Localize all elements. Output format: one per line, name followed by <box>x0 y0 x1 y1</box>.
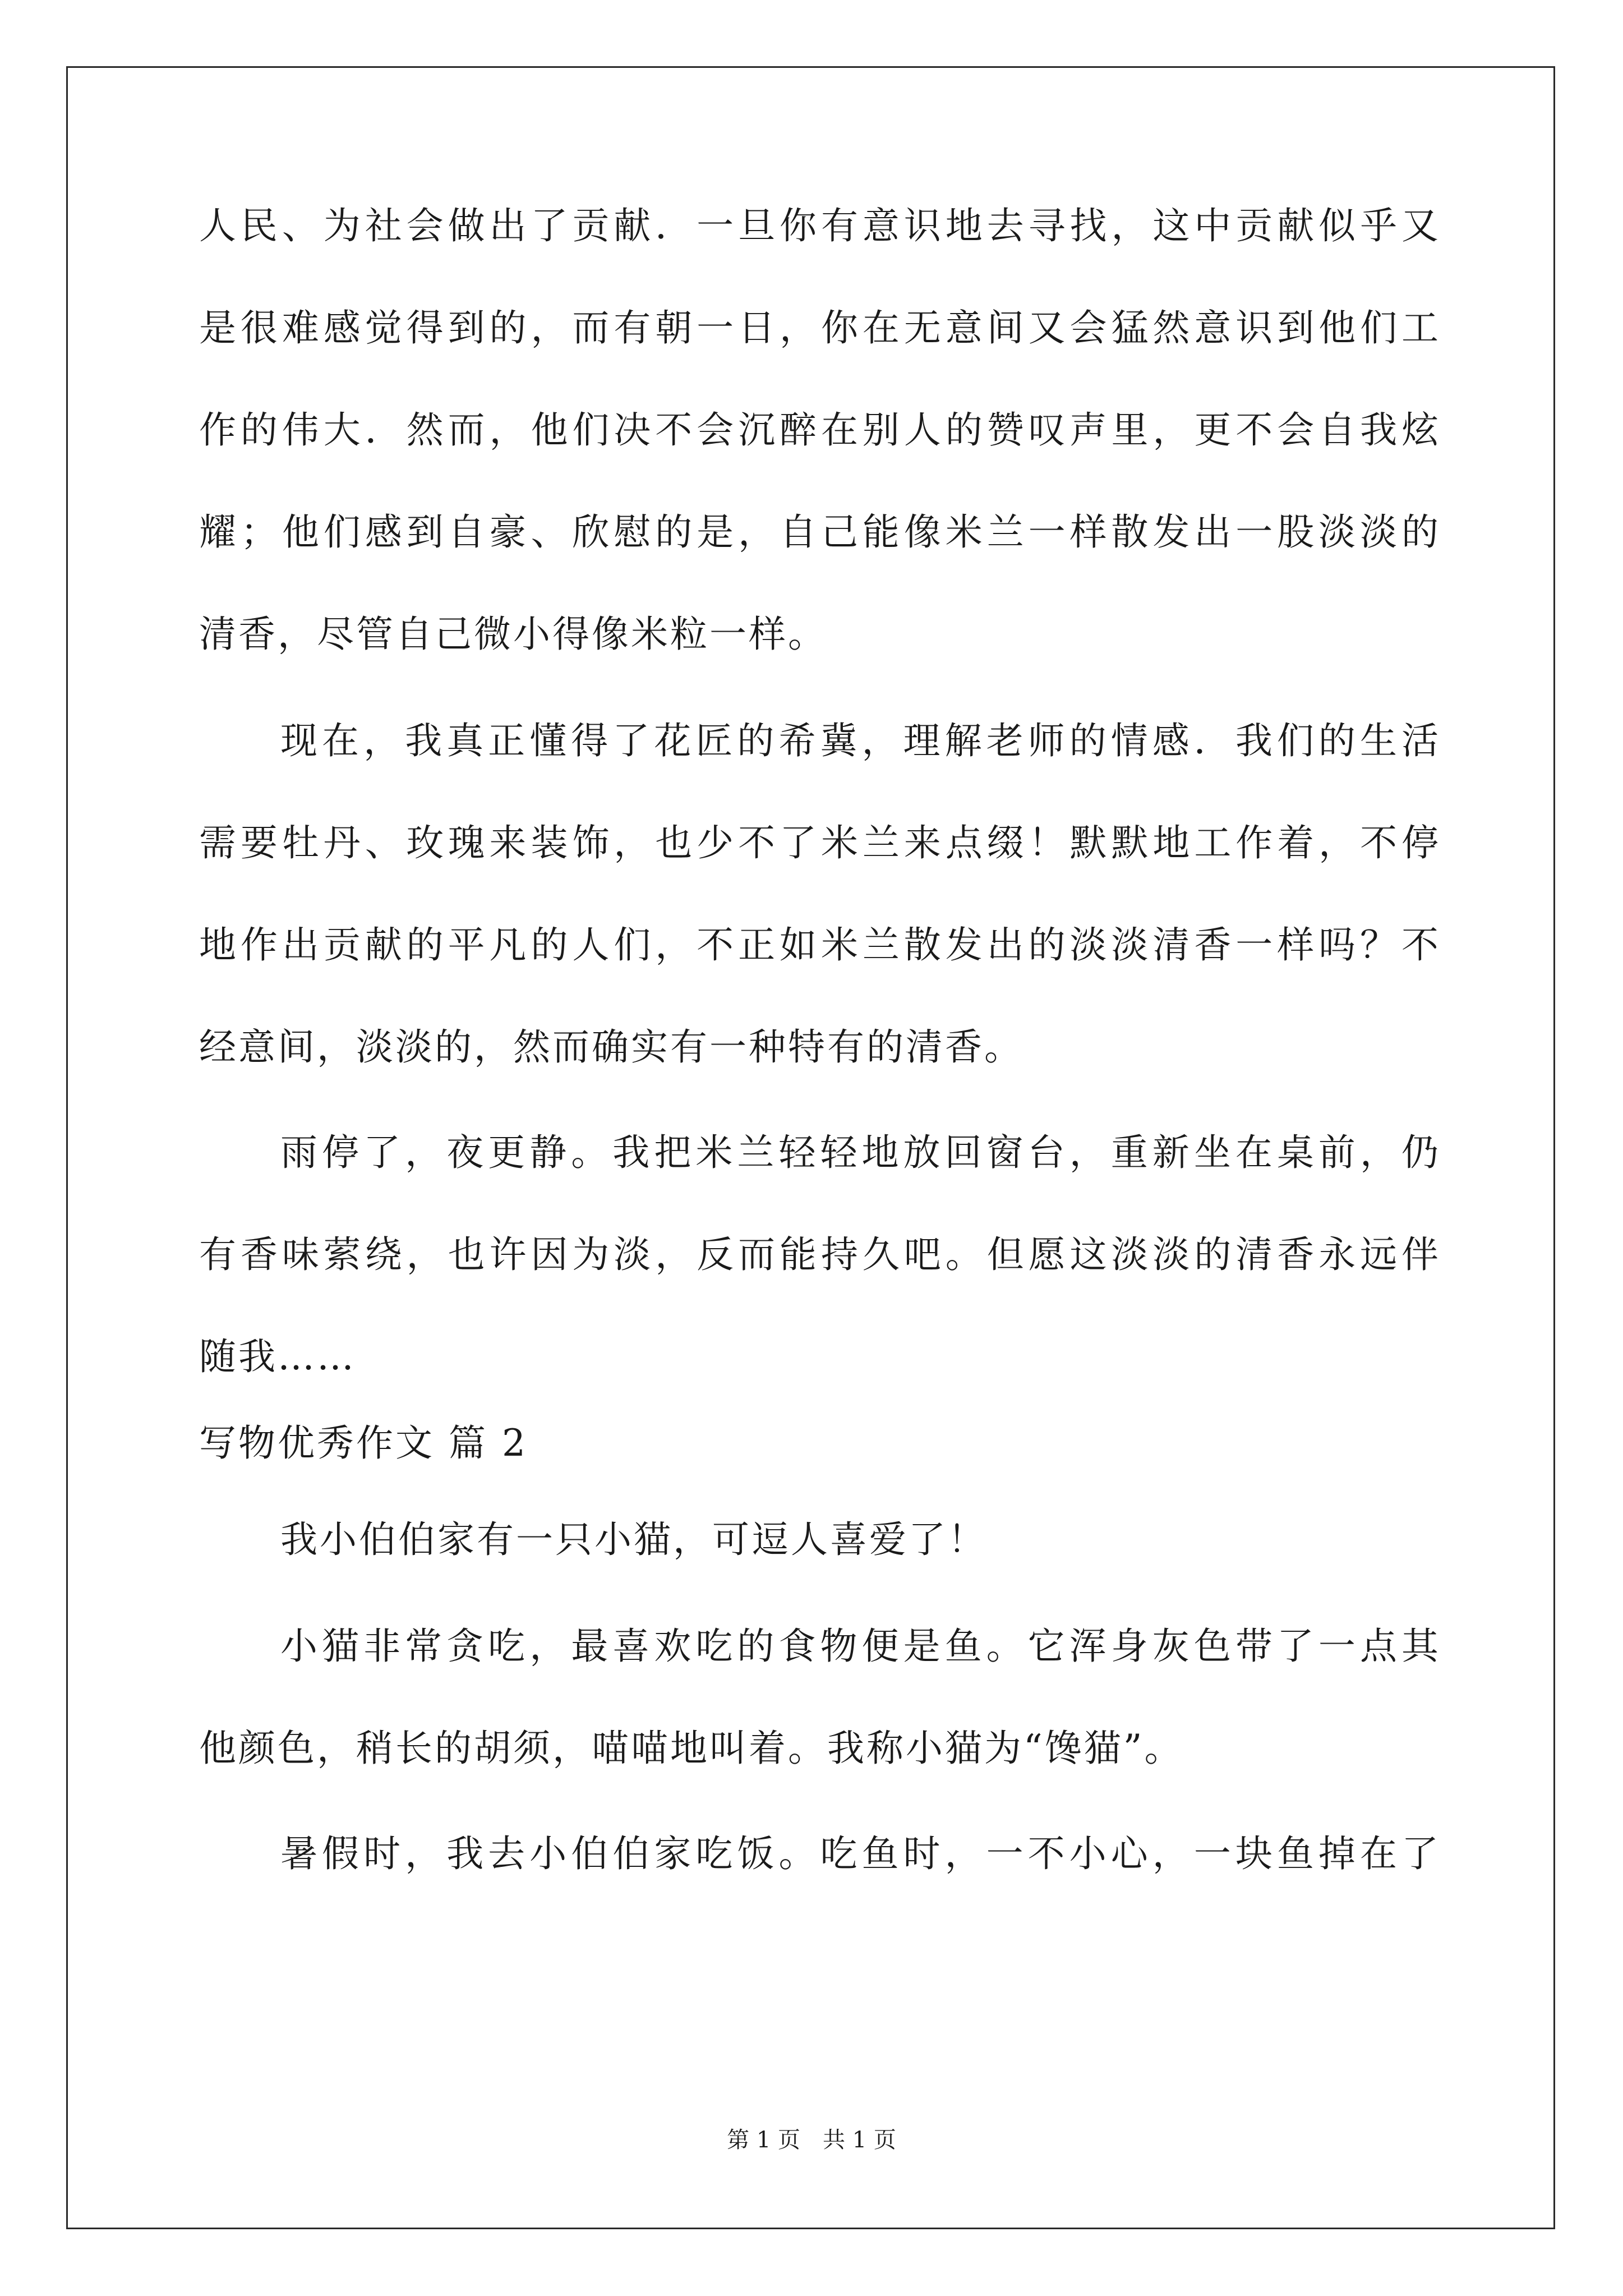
text-line: 现在，我真正懂得了花匠的希冀，理解老师的情感．我们的生活 <box>280 719 1438 762</box>
text-line: 有香味萦绕，也许因为淡，反而能持久吧。但愿这淡淡的清香永远伴 <box>199 1233 1438 1276</box>
text-line: 小猫非常贪吃，最喜欢吃的食物便是鱼。它浑身灰色带了一点其 <box>280 1625 1438 1668</box>
text-line: 雨停了，夜更静。我把米兰轻轻地放回窗台，重新坐在桌前，仍 <box>280 1131 1438 1174</box>
text-line: 暑假时，我去小伯伯家吃饭。吃鱼时，一不小心，一块鱼掉在了 <box>280 1832 1438 1875</box>
text-line: 是很难感觉得到的，而有朝一日，你在无意间又会猛然意识到他们工 <box>199 306 1438 349</box>
text-line: 随我…… <box>199 1335 356 1378</box>
text-line: 经意间，淡淡的，然而确实有一种特有的清香。 <box>199 1025 1023 1069</box>
text-line: 清香，尽管自己微小得像米粒一样。 <box>199 613 827 656</box>
page-footer: 第 1 页 共 1 页 <box>727 2127 896 2153</box>
text-line: 地作出贡献的平凡的人们，不正如米兰散发出的淡淡清香一样吗？不 <box>199 923 1438 967</box>
text-line: 需要牡丹、玫瑰来装饰，也少不了米兰来点缀！默默地工作着，不停 <box>199 821 1438 864</box>
text-line: 人民、为社会做出了贡献．一旦你有意识地去寻找，这中贡献似乎又 <box>199 204 1438 247</box>
text-line: 我小伯伯家有一只小猫，可逗人喜爱了！ <box>280 1518 987 1561</box>
text-line: 耀；他们感到自豪、欣慰的是，自己能像米兰一样散发出一股淡淡的 <box>199 510 1438 554</box>
section-heading: 写物优秀作文 篇 2 <box>199 1421 528 1465</box>
text-line: 作的伟大．然而，他们决不会沉醉在别人的赞叹声里，更不会自我炫 <box>199 408 1438 452</box>
text-line: 他颜色，稍长的胡须，喵喵地叫着。我称小猫为“馋猫”。 <box>199 1727 1184 1770</box>
